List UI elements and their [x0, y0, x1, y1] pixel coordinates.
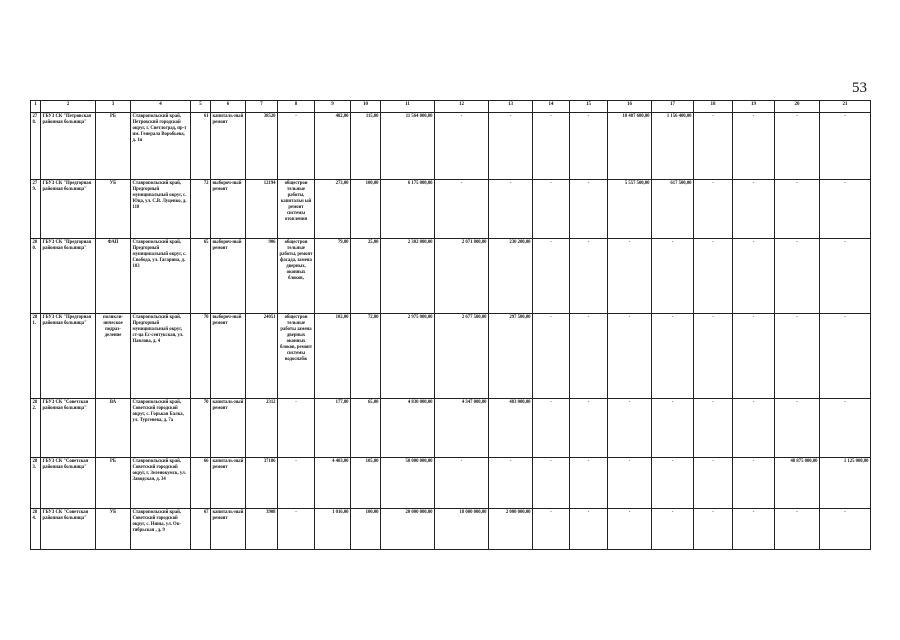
facility-address: Ставропольский край, Петровский городской округ, г. Светлоград, пр-т им. Генерала Воробьева, д. 1н — [131, 113, 191, 180]
column-header: 11 — [381, 101, 435, 113]
column-header: 19 — [733, 101, 775, 113]
repair-type: выбороч-ный ремонт — [211, 239, 246, 314]
floor-area: 2312 — [246, 399, 278, 458]
repair-type: капиталь-ный ремонт — [211, 399, 246, 458]
cost-col-16: 10 407 600,00 — [608, 113, 652, 180]
cost-col-15: - — [570, 180, 608, 239]
cost-col-19: - — [733, 314, 775, 399]
area-value: 4 403,00 — [315, 458, 351, 509]
cost-col-16: 5 557 500,00 — [608, 180, 652, 239]
row-number: 282. — [31, 399, 41, 458]
column-header: 8 — [278, 101, 315, 113]
column-header: 21 — [820, 101, 871, 113]
column-header: 6 — [211, 101, 246, 113]
cost-col-18: - — [694, 113, 733, 180]
cost-col-12: - — [435, 180, 489, 239]
facility-address: Ставропольский край, Советский городской округ, с. Нины, ул. Ок-тябрьская , д. 9 — [131, 509, 191, 550]
institution-name: ГБУЗ СК "Предгорная районная больница" — [41, 314, 96, 399]
cost-col-19: - — [733, 113, 775, 180]
cost-col-12: - — [435, 113, 489, 180]
cost-col-16: - — [608, 314, 652, 399]
institution-name: ГБУЗ СК "Предгорная районная больница" — [41, 239, 96, 314]
cost-col-21: - — [820, 113, 871, 180]
cost-col-19: - — [733, 180, 775, 239]
area-value: 177,00 — [315, 399, 351, 458]
table-row — [31, 509, 871, 550]
facility-address: Ставропольский край, Советский городской округ, г. Зеленокумск, ул. Заводская, д. 34 — [131, 458, 191, 509]
percent-value: 100,00 — [351, 180, 381, 239]
cost-col-12: - — [435, 458, 489, 509]
column-header: 3 — [96, 101, 131, 113]
cost-col-13: 2 000 000,00 — [489, 509, 533, 550]
table-row — [31, 314, 871, 399]
percent-value: 105,00 — [351, 458, 381, 509]
cost-col-21: - — [820, 239, 871, 314]
works-description: - — [278, 399, 315, 458]
cost-col-21: - — [820, 314, 871, 399]
works-description: общестрои тельные работы, ремонт фасада, замена дверных, оконных блоков, — [278, 239, 315, 314]
cost-col-14: - — [533, 239, 570, 314]
column-header: 9 — [315, 101, 351, 113]
institution-name: ГБУЗ СК "Советская районная больница" — [41, 399, 96, 458]
cost-col-20: - — [775, 113, 820, 180]
cost-col-20: 48 875 000,00 — [775, 458, 820, 509]
total-cost: 4 830 000,00 — [381, 399, 435, 458]
cost-col-21: - — [820, 509, 871, 550]
column-header: 14 — [533, 101, 570, 113]
cost-col-12: 2 071 800,00 — [435, 239, 489, 314]
percent-value: 72,00 — [351, 314, 381, 399]
cost-col-15: - — [570, 314, 608, 399]
wear-percent: 61 — [191, 113, 211, 180]
floor-area: 37186 — [246, 458, 278, 509]
institution-name: ГБУЗ СК "Советская районная больница" — [41, 458, 96, 509]
cost-col-20: - — [775, 314, 820, 399]
facility-type: ВА — [96, 399, 131, 458]
cost-col-20: - — [775, 399, 820, 458]
works-description: общестрои тельные работы замена дверных оконных блоков, ремонт системы водоснабж — [278, 314, 315, 399]
wear-percent: 72 — [191, 180, 211, 239]
cost-col-15: - — [570, 399, 608, 458]
column-header: 17 — [652, 101, 694, 113]
cost-col-21: - — [820, 399, 871, 458]
wear-percent: 66 — [191, 458, 211, 509]
column-header: 20 — [775, 101, 820, 113]
area-value: 273,00 — [315, 180, 351, 239]
facility-address: Ставропольский край, Предгорный муниципальный округ, ст-ца Ес-сентукская, ул. Павлова, д. 4 — [131, 314, 191, 399]
column-header: 5 — [191, 101, 211, 113]
total-cost: 20 000 000,00 — [381, 509, 435, 550]
percent-value: 65,00 — [351, 399, 381, 458]
facility-address: Ставропольский край, Предгорный муниципальный округ, с. Свобода, ул. Гагарина, д. 103 — [131, 239, 191, 314]
table-row — [31, 180, 871, 239]
floor-area: 24051 — [246, 314, 278, 399]
cost-col-14: - — [533, 399, 570, 458]
facility-address: Ставропольский край, Советский городской округ, с. Горькая Балка, ул. Тургенева, д. 7а — [131, 399, 191, 458]
cost-col-17: - — [652, 314, 694, 399]
cost-col-20: - — [775, 239, 820, 314]
table-body — [31, 113, 871, 550]
cost-col-18: - — [694, 399, 733, 458]
cost-col-18: - — [694, 509, 733, 550]
facility-address: Ставропольский край, Предгорный муниципальный округ, с. Юца, ул. С.В. Луценко, д. 118 — [131, 180, 191, 239]
cost-col-15: - — [570, 113, 608, 180]
cost-col-13: 483 000,00 — [489, 399, 533, 458]
column-header: 7 — [246, 101, 278, 113]
table-row — [31, 458, 871, 509]
works-description: - — [278, 458, 315, 509]
cost-col-18: - — [694, 180, 733, 239]
column-header: 4 — [131, 101, 191, 113]
cost-col-16: - — [608, 458, 652, 509]
cost-col-14: - — [533, 509, 570, 550]
column-header: 13 — [489, 101, 533, 113]
cost-col-12: 2 677 500,00 — [435, 314, 489, 399]
area-value: 482,00 — [315, 113, 351, 180]
page-number: 53 — [852, 80, 867, 96]
cost-col-16: - — [608, 399, 652, 458]
cost-col-14: - — [533, 180, 570, 239]
cost-col-19: - — [733, 399, 775, 458]
area-value: 79,00 — [315, 239, 351, 314]
percent-value: 100,00 — [351, 509, 381, 550]
works-description: - — [278, 509, 315, 550]
column-header: 2 — [41, 101, 96, 113]
repair-type: капиталь-ный ремонт — [211, 113, 246, 180]
cost-col-14: - — [533, 113, 570, 180]
cost-col-20: - — [775, 180, 820, 239]
cost-col-13: - — [489, 180, 533, 239]
total-cost: 50 000 000,00 — [381, 458, 435, 509]
row-number: 281. — [31, 314, 41, 399]
cost-col-17: 617 500,00 — [652, 180, 694, 239]
cost-col-16: - — [608, 239, 652, 314]
wear-percent: 67 — [191, 509, 211, 550]
cost-col-18: - — [694, 239, 733, 314]
table-row — [31, 239, 871, 314]
percent-value: 115,00 — [351, 113, 381, 180]
cost-col-15: - — [570, 239, 608, 314]
percent-value: 25,00 — [351, 239, 381, 314]
cost-col-17: - — [652, 509, 694, 550]
total-cost: 6 175 000,00 — [381, 180, 435, 239]
table-row — [31, 113, 871, 180]
column-header: 15 — [570, 101, 608, 113]
facility-type: ФАП — [96, 239, 131, 314]
row-number: 284. — [31, 509, 41, 550]
cost-col-13: - — [489, 113, 533, 180]
capital-repair-table — [30, 100, 871, 550]
cost-col-14: - — [533, 458, 570, 509]
repair-type: капиталь-ный ремонт — [211, 509, 246, 550]
column-number-header — [31, 101, 871, 113]
repair-type: капиталь-ный ремонт — [211, 458, 246, 509]
column-header: 1 — [31, 101, 41, 113]
institution-name: ГБУЗ СК "Советская районная больница" — [41, 509, 96, 550]
cost-col-17: - — [652, 458, 694, 509]
cost-col-19: - — [733, 239, 775, 314]
table-row — [31, 399, 871, 458]
floor-area: 12194 — [246, 180, 278, 239]
column-header: 12 — [435, 101, 489, 113]
institution-name: ГБУЗ СК "Петровская районная больница" — [41, 113, 96, 180]
cost-col-21: 1 125 000,00 — [820, 458, 871, 509]
cost-col-14: - — [533, 314, 570, 399]
cost-col-17: - — [652, 399, 694, 458]
repair-type: выбороч-ный ремонт — [211, 180, 246, 239]
cost-col-13: - — [489, 458, 533, 509]
cost-col-19: - — [733, 458, 775, 509]
cost-col-13: 230 200,00 — [489, 239, 533, 314]
works-description: - — [278, 113, 315, 180]
cost-col-13: 297 500,00 — [489, 314, 533, 399]
area-value: 1 016,00 — [315, 509, 351, 550]
cost-col-18: - — [694, 458, 733, 509]
facility-type: РБ — [96, 113, 131, 180]
cost-col-20: - — [775, 509, 820, 550]
cost-col-15: - — [570, 509, 608, 550]
facility-type: РБ — [96, 458, 131, 509]
cost-col-16: - — [608, 509, 652, 550]
facility-type: УБ — [96, 509, 131, 550]
cost-col-12: 18 000 000,00 — [435, 509, 489, 550]
floor-area: 38520 — [246, 113, 278, 180]
repair-type: выбороч-ный ремонт — [211, 314, 246, 399]
column-header: 16 — [608, 101, 652, 113]
row-number: 280. — [31, 239, 41, 314]
total-cost: 2 302 000,00 — [381, 239, 435, 314]
institution-name: ГБУЗ СК "Предгорная районная больница" — [41, 180, 96, 239]
area-value: 102,00 — [315, 314, 351, 399]
wear-percent: 70 — [191, 399, 211, 458]
floor-area: 3908 — [246, 509, 278, 550]
cost-col-17: 1 156 400,00 — [652, 113, 694, 180]
row-number: 279. — [31, 180, 41, 239]
cost-col-15: - — [570, 458, 608, 509]
cost-col-17: - — [652, 239, 694, 314]
row-number: 278. — [31, 113, 41, 180]
column-header: 18 — [694, 101, 733, 113]
total-cost: 2 975 000,00 — [381, 314, 435, 399]
wear-percent: 70 — [191, 314, 211, 399]
cost-col-18: - — [694, 314, 733, 399]
cost-col-21: - — [820, 180, 871, 239]
column-header: 10 — [351, 101, 381, 113]
facility-type: УБ — [96, 180, 131, 239]
floor-area: 906 — [246, 239, 278, 314]
total-cost: 11 564 000,00 — [381, 113, 435, 180]
works-description: общестрои тельные работы, капитальн ый ремонт системы отопления — [278, 180, 315, 239]
row-number: 283. — [31, 458, 41, 509]
cost-col-12: 4 347 000,00 — [435, 399, 489, 458]
wear-percent: 65 — [191, 239, 211, 314]
cost-col-19: - — [733, 509, 775, 550]
facility-type: поликли-ническое подраз-деление — [96, 314, 131, 399]
